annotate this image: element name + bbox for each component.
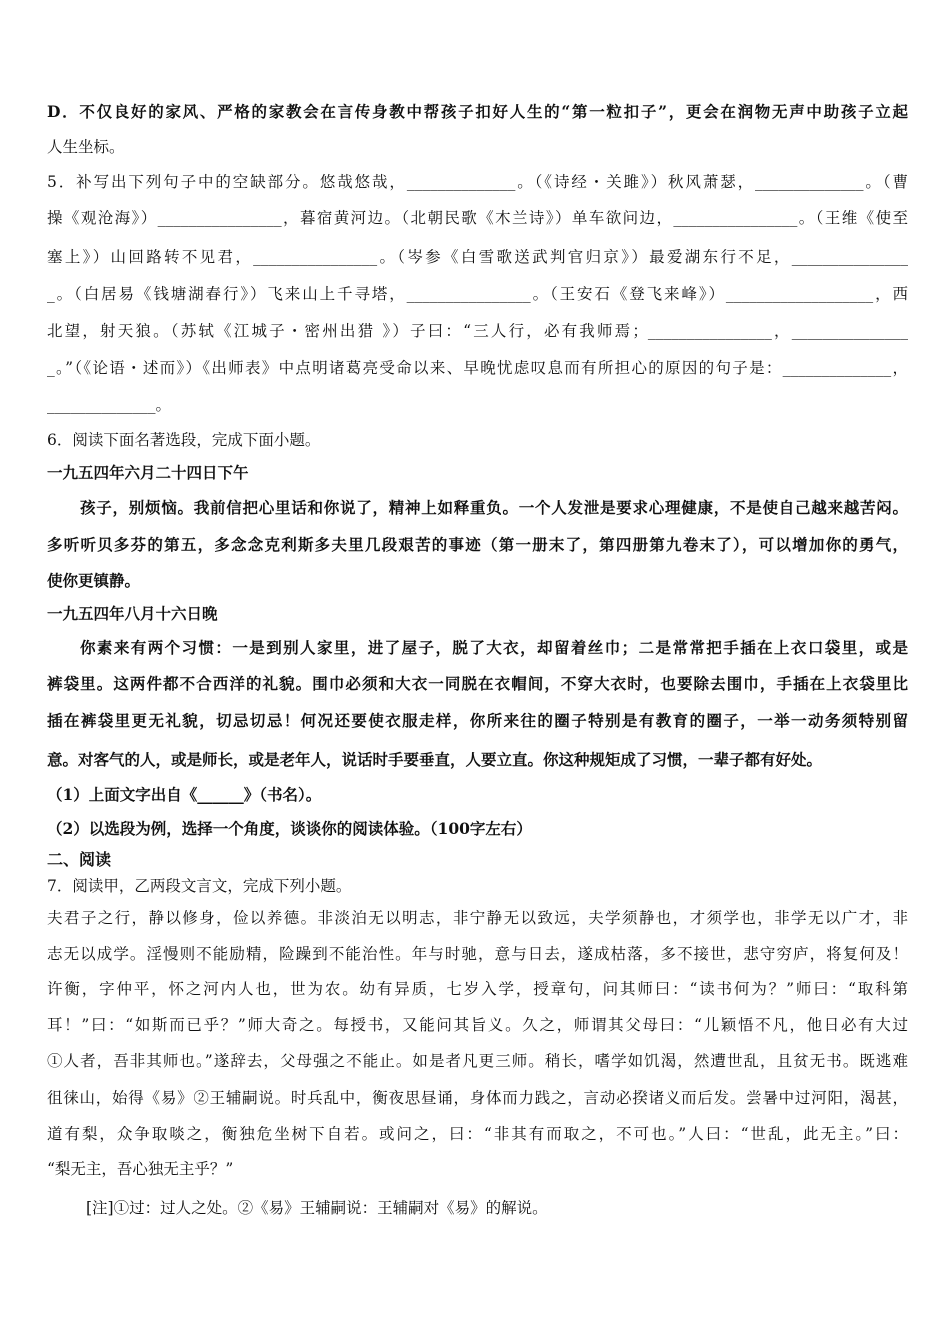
text-line: 使你更镇静。 — [47, 571, 141, 590]
text-line: 插在裤袋里更无礼貌，切忌切忌！何况还要使衣服走样，你所来往的圈子特别是有教育的圈子，一举一动务须特别留 — [47, 711, 908, 730]
text-line: 孩子，别烦恼。我前信把心里话和你说了，精神上如释重负。一个人发泄是要求心理健康，不是使自己越来越苦闷。 — [80, 498, 908, 517]
text-line: “梨无主，吾心独无主乎？” — [47, 1160, 234, 1178]
section-heading: 二、阅读 — [47, 850, 112, 869]
sub-question: （1）上面文字出自《______》（书名）。 — [47, 785, 322, 804]
text-line: 志无以成学。淫慢则不能励精，险躁到不能治性。年与时驰，意与日去，遂成枯落，多不接世，悲守穷庐，将复何及！ — [47, 945, 908, 963]
text-line: D．不仅良好的家风、严格的家教会在言传身教中帮孩子扣好人生的“第一粒扣子”，更会在润物无声中助孩子立起 — [47, 102, 908, 121]
letter-date: 一九五四年六月二十四日下午 — [47, 463, 249, 482]
text-line: 操《观沧海》）________________，暮宿黄河边。（北朝民歌《木兰诗》）单车欲问边，________________。（王维《使至 — [47, 209, 908, 227]
text-line: ①人者，吾非其师也。”遂辞去，父母强之不能止。如是者凡更三师。稍长，嗜学如饥渴，然遭世乱，且贫无书。既逃难 — [47, 1052, 908, 1070]
text-line: 徂徕山，始得《易》②王辅嗣说。时兵乱中，衡夜思昼诵，身体而力践之，言动必揆诸义而后发。尝暑中过河阳，渴甚， — [47, 1089, 908, 1107]
text-line: 5．补写出下列句子中的空缺部分。悠哉悠哉，______________。（《诗经・关雎》）秋风萧瑟，______________。（曹 — [47, 173, 908, 191]
text-line: 许衡，字仲平，怀之河内人也，世为农。幼有异质，七岁入学，授章句，问其师曰：“读书何为？”师曰：“取科第 — [47, 980, 908, 998]
sub-question: （2）以选段为例，选择一个角度，谈谈你的阅读体验。（100字左右） — [47, 819, 532, 838]
text-line: ______________。 — [47, 396, 172, 414]
text-line: 裤袋里。这两件都不合西洋的礼貌。围巾必须和大衣一同脱在衣帽间，不穿大衣时，也要除去围巾，手插在上衣袋里比 — [47, 674, 908, 693]
text-line: 耳！”曰：“如斯而已乎？”师大奇之。每授书，又能问其旨义。久之，师谓其父母曰：“儿颖悟不凡，他日必有大过 — [47, 1016, 908, 1034]
text-line: _。”（《论语・述而》）《出师表》中点明诸葛亮受命以来、早晚忧虑叹息而有所担心的原因的句子是：______________， — [47, 359, 908, 377]
text-line: 人生坐标。 — [47, 138, 125, 156]
text-line: 多听听贝多芬的第五，多念念克利斯多夫里几段艰苦的事迹（第一册末了，第四册第九卷末了），可以增加你的勇气， — [47, 535, 908, 554]
text-line: 你素来有两个习惯：一是到别人家里，进了屋子，脱了大衣，却留着丝巾；二是常常把手插在上衣口袋里，或是 — [80, 638, 908, 657]
question-prompt: 7．阅读甲，乙两段文言文，完成下列小题。 — [47, 877, 352, 895]
text-line: 夫君子之行，静以修身，俭以养德。非淡泊无以明志，非宁静无以致远，夫学须静也，才须学也，非学无以广才，非 — [47, 909, 908, 927]
footnote: [注]①过：过人之处。②《易》王辅嗣说：王辅嗣对《易》的解说。 — [86, 1199, 548, 1217]
letter-date: 一九五四年八月十六日晚 — [47, 604, 218, 623]
text-line: 北望，射天狼。（苏轼《江城子・密州出猎 》）子曰：“三人行，必有我师焉；________________，_______________ — [47, 322, 908, 340]
text-line: 塞上》）山回路转不见君，________________。（岑参《白雪歌送武判官归京》）最爱湖东行不足，_______________ — [47, 248, 908, 266]
question-prompt: 6．阅读下面名著选段，完成下面小题。 — [47, 431, 321, 449]
text-line: _。（白居易《钱塘湖春行》）飞来山上千寻塔，________________。（王安石《登飞来峰》）___________________，西 — [47, 285, 908, 303]
text-line: 道有梨，众争取啖之，衡独危坐树下自若。或问之，曰：“非其有而取之，不可也。”人曰：“世乱，此无主。”曰： — [47, 1125, 908, 1143]
text-line: 意。对客气的人，或是师长，或是老年人，说话时手要垂直，人要立直。你这种规矩成了习惯，一辈子都有好处。 — [47, 750, 823, 769]
